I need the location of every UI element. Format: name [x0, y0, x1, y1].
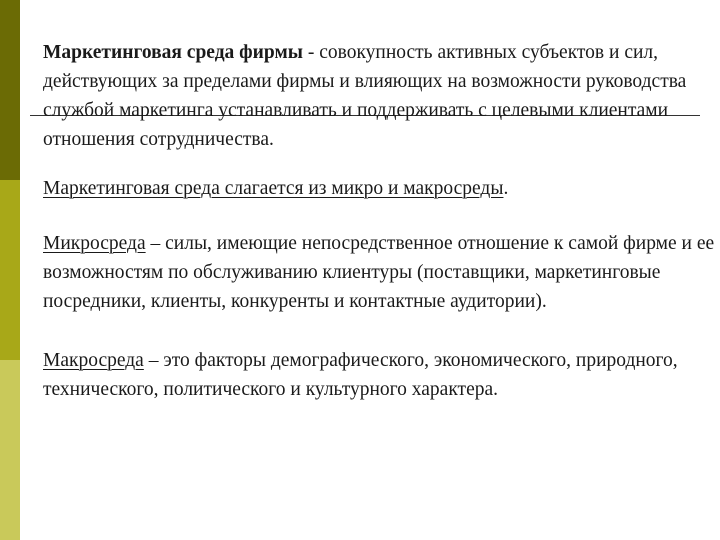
composition-text: Маркетинговая среда слагается из микро и макросреды [43, 178, 504, 199]
sidebar-accent [0, 0, 20, 540]
sidebar-block-mid [0, 180, 20, 360]
paragraph-macroenvironment [43, 346, 718, 404]
term-microenvironment: Микросреда [43, 233, 146, 254]
composition-period: . [503, 178, 509, 199]
slide-content [43, 38, 718, 422]
definition-text: - совокупность активных субъектов и сил, действующих за пределами фирмы и влияющих на возможности руководства службой маркетинга устанавливать и поддерживать с целевыми клиентами отношения сотрудничества. [43, 42, 687, 150]
sidebar-block-light [0, 360, 20, 540]
paragraph-microenvironment [43, 229, 718, 316]
paragraph-definition [43, 38, 718, 154]
macroenvironment-text: – это факторы демографического, экономического, природного, технического, политического и культурного характера. [43, 350, 678, 400]
paragraph-composition [43, 174, 718, 203]
sidebar-block-dark [0, 0, 20, 180]
microenvironment-text: – силы, имеющие непосредственное отношение к самой фирме и ее возможностям по обслуживанию клиентуры (поставщики, маркетинговые посредники, клиенты, конкуренты и контактные аудитории). [43, 233, 715, 312]
term-marketing-environment: Маркетинговая среда фирмы [43, 42, 303, 63]
term-macroenvironment: Макросреда [43, 350, 144, 371]
